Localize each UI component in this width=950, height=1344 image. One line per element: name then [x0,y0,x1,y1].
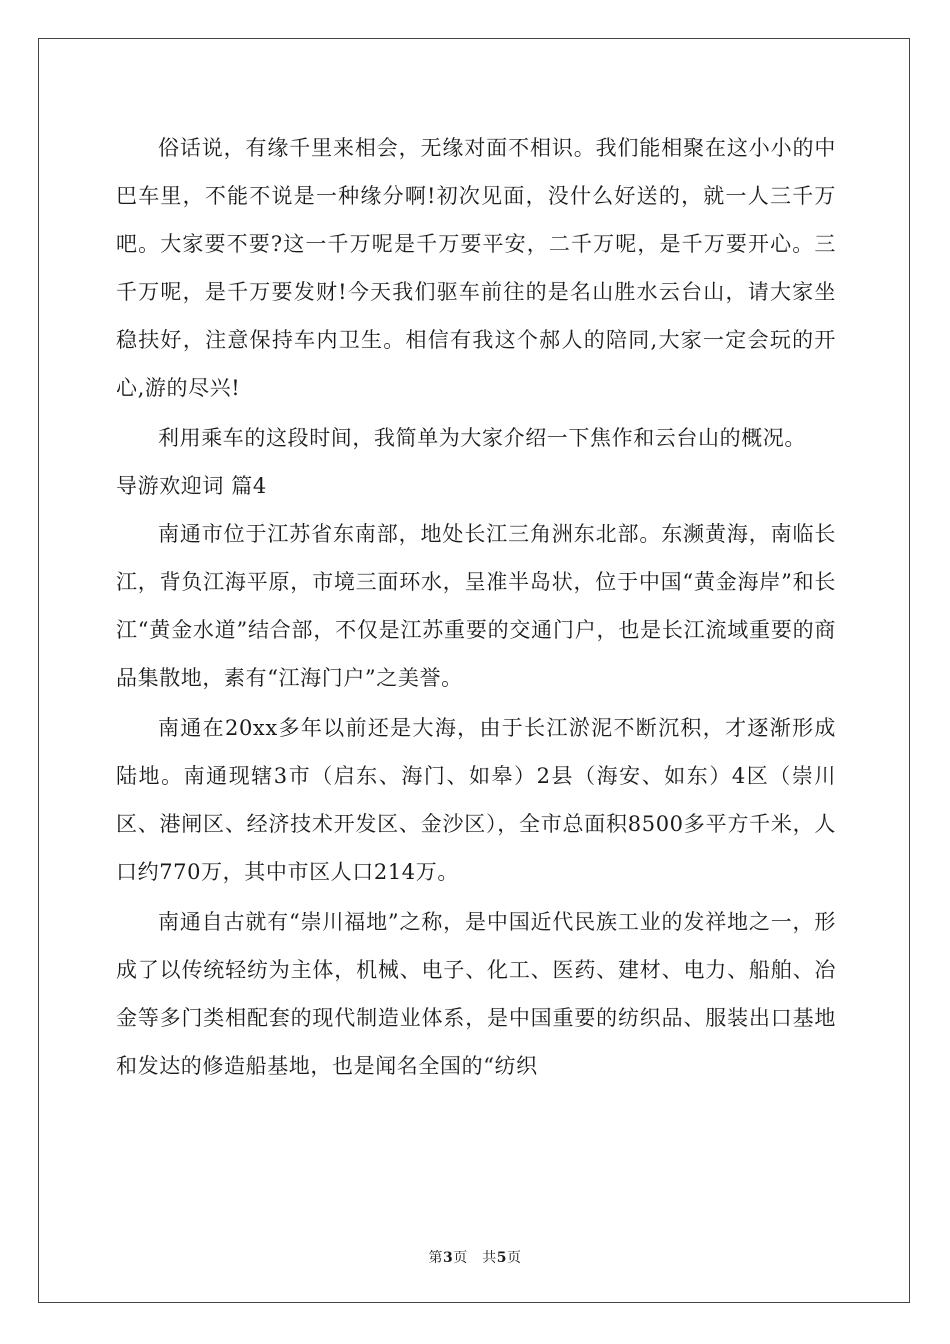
total-page-number: 5 [496,1250,507,1266]
footer-prefix: 第 [428,1250,443,1266]
paragraph: 南通自古就有“崇川福地”之称，是中国近代民族工业的发祥地之一，形成了以传统轻纺为主体，机械、电子、化工、医药、建材、电力、船舶、冶金等多门类相配套的现代制造业体系，是中国重要的纺织品、服装出口基地和发达的修造船基地，也是闻名全国的“纺织 [116,910,836,1078]
section-heading: 导游欢迎词 篇4 [116,474,267,498]
paragraph: 利用乘车的这段时间，我简单为大家介绍一下焦作和云台山的概况。 [158,426,806,450]
page-footer [0,1247,950,1267]
paragraph: 南通在20xx多年以前还是大海，由于长江淤泥不断沉积，才逐渐形成陆地。南通现辖3市（启东、海门、如皋）2县（海安、如东）4区（崇川区、港闸区、经济技术开发区、金沙区），全市总面积8500多平方千米，人口约770万，其中市区人口214万。 [116,716,836,884]
paragraph: 南通市位于江苏省东南部，地处长江三角洲东北部。东濒黄海，南临长江，背负江海平原，市境三面环水，呈准半岛状，位于中国“黄金海岸”和长江“黄金水道”结合部，不仅是江苏重要的交通门户，也是长江流域重要的商品集散地，素有“江海门户”之美誉。 [116,522,836,690]
footer-suffix: 页 [507,1250,522,1266]
current-page-number: 3 [443,1250,454,1266]
footer-mid: 页 共 [453,1250,497,1266]
paragraph: 俗话说，有缘千里来相会，无缘对面不相识。我们能相聚在这小小的中巴车里，不能不说是一种缘分啊!初次见面，没什么好送的，就一人三千万吧。大家要不要?这一千万呢是千万要平安，二千万呢，是千万要开心。三千万呢，是千万要发财!今天我们驱车前往的是名山胜水云台山，请大家坐稳扶好，注意保持车内卫生。相信有我这个郝人的陪同,大家一定会玩的开心,游的尽兴! [116,136,836,400]
document-body [116,124,836,1090]
